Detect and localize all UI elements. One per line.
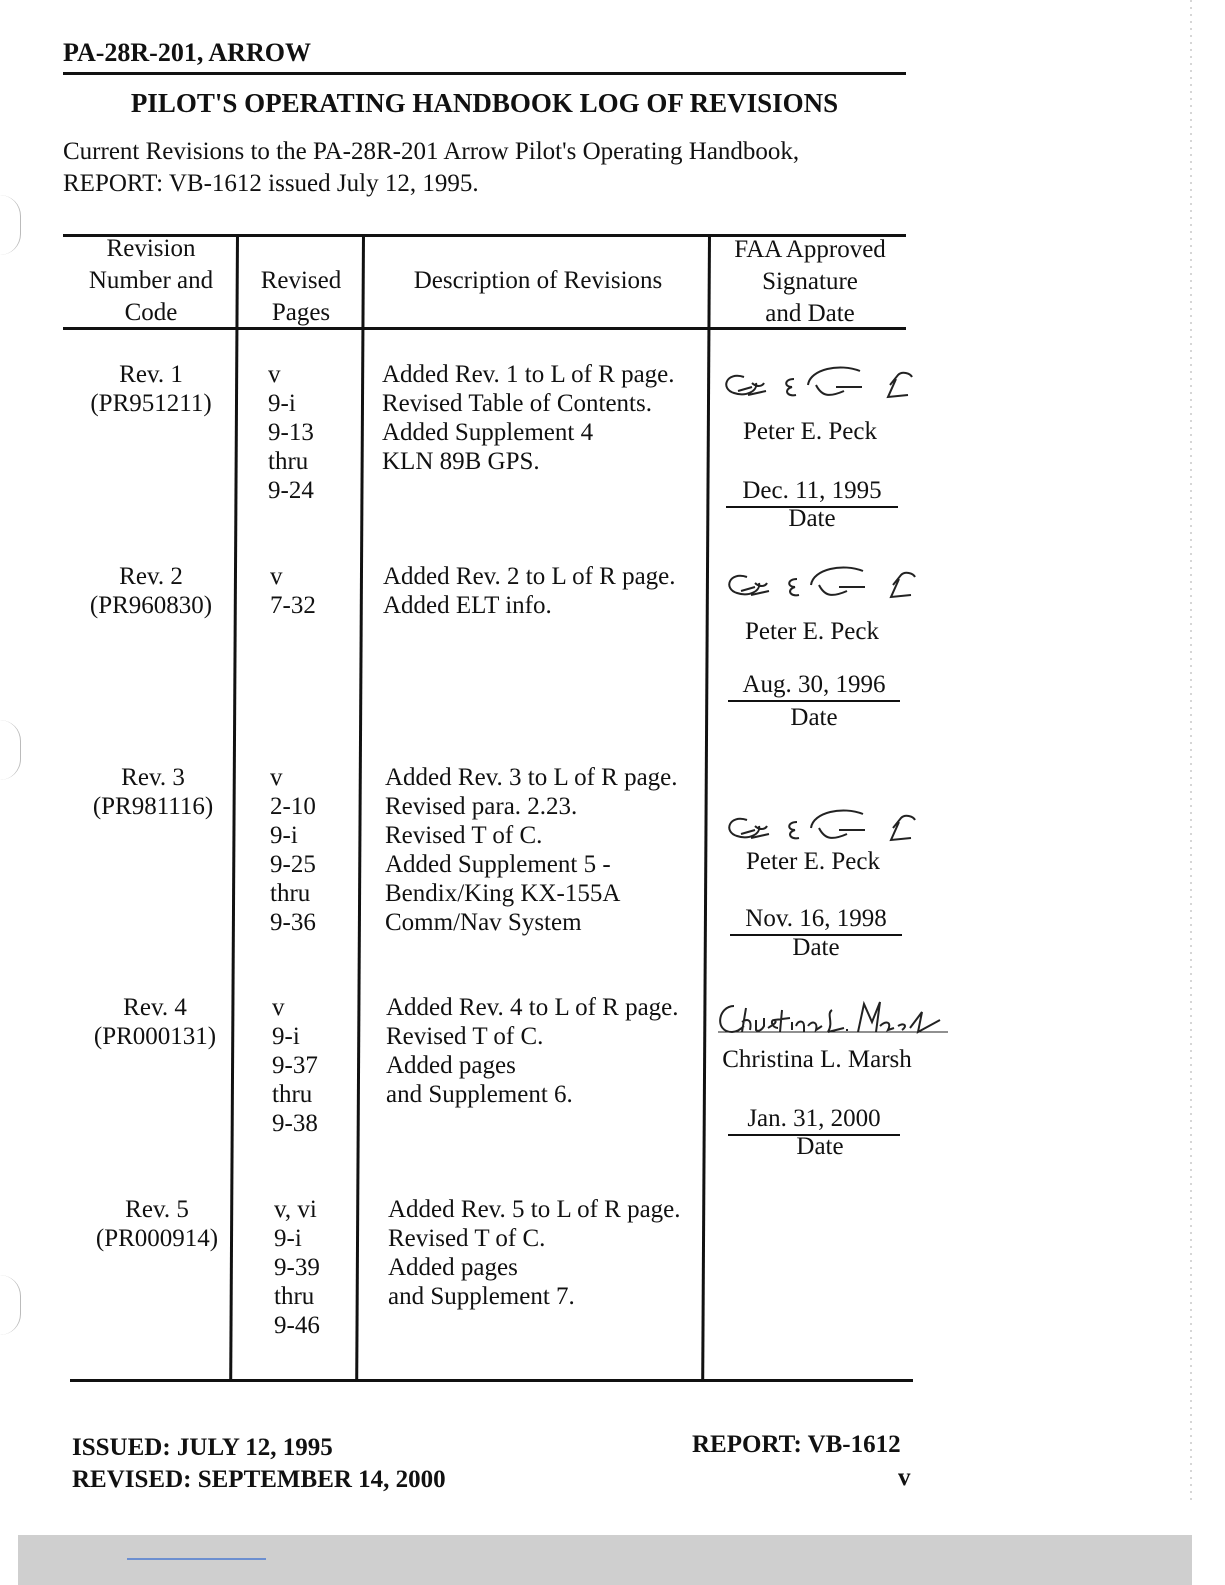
approval-date: Nov. 16, 1998 [730, 904, 902, 936]
revision-number-cell: Rev. 5 (PR000914) [95, 1196, 219, 1252]
description-cell: Added Rev. 2 to L of R page. Added ELT info. [383, 563, 676, 619]
signer-name: Christina L. Marsh [722, 1046, 912, 1073]
revised-pages-cell: v 9-i 9-37 thru 9-38 [272, 994, 318, 1137]
intro-line: REPORT: VB-1612 issued July 12, 1995. [63, 170, 479, 197]
approval-date: Jan. 31, 2000 [728, 1104, 900, 1136]
date-caption: Date [792, 934, 840, 961]
date-caption: Date [788, 505, 836, 532]
intro-line: Current Revisions to the PA-28R-201 Arrow Pilot's Operating Handbook, [63, 138, 800, 165]
signature-image [712, 357, 922, 415]
viewer-bottom-bar [18, 1535, 1192, 1585]
header-description: Description of Revisions [413, 267, 663, 294]
signature-image [715, 557, 925, 615]
header-revision-number: Revision Number and Code [88, 235, 214, 326]
signature-image [715, 800, 925, 852]
date-caption: Date [796, 1133, 844, 1160]
revised-pages-cell: v 2-10 9-i 9-25 thru 9-36 [270, 764, 316, 936]
revision-number-cell: Rev. 2 (PR960830) [89, 563, 213, 619]
header-model: PA-28R-201, ARROW [63, 38, 311, 67]
signer-name: Peter E. Peck [743, 418, 877, 445]
viewer-link-underline[interactable] [127, 1558, 266, 1560]
table-bottom-rule [70, 1379, 913, 1382]
scan-edge [1190, 0, 1192, 1500]
date-caption: Date [790, 704, 838, 731]
revised-pages-cell: v 7-32 [270, 563, 316, 619]
footer-report: REPORT: VB-1612 [692, 1431, 901, 1458]
header-faa-approval: FAA Approved Signature and Date [734, 236, 886, 327]
footer-page-number: v [898, 1464, 911, 1491]
header-rule [63, 72, 906, 75]
revision-number-cell: Rev. 4 (PR000131) [93, 994, 217, 1050]
column-divider [701, 234, 710, 1381]
intro-text [63, 136, 913, 200]
header-revised-pages: Revised Pages [260, 267, 342, 326]
footer-issued: ISSUED: JULY 12, 1995 [72, 1434, 333, 1461]
revision-number-cell: Rev. 3 (PR981116) [92, 764, 214, 820]
signer-name: Peter E. Peck [745, 618, 879, 645]
revised-pages-cell: v, vi 9-i 9-39 thru 9-46 [274, 1196, 320, 1339]
description-cell: Added Rev. 4 to L of R page. Revised T of C. Added pages and Supplement 6. [386, 994, 679, 1108]
revision-number-cell: Rev. 1 (PR951211) [90, 361, 212, 417]
binder-hole-mark [0, 1275, 21, 1335]
description-cell: Added Rev. 5 to L of R page. Revised T of C. Added pages and Supplement 7. [388, 1196, 681, 1310]
page-title: PILOT'S OPERATING HANDBOOK LOG OF REVISIONS [130, 88, 839, 118]
revised-pages-cell: v 9-i 9-13 thru 9-24 [268, 361, 314, 504]
column-divider [355, 234, 364, 1381]
approval-date: Dec. 11, 1995 [726, 476, 898, 508]
approval-date: Aug. 30, 1996 [728, 670, 900, 702]
signer-name: Peter E. Peck [746, 848, 880, 875]
signature-image [712, 992, 952, 1044]
description-cell: Added Rev. 1 to L of R page. Revised Table of Contents. Added Supplement 4 KLN 89B GPS. [382, 361, 675, 475]
binder-hole-mark [0, 195, 21, 255]
footer-revised: REVISED: SEPTEMBER 14, 2000 [72, 1466, 446, 1493]
description-cell: Added Rev. 3 to L of R page. Revised para. 2.23. Revised T of C. Added Supplement 5 - Bendix/King KX-155A Comm/Nav System [385, 764, 678, 936]
binder-hole-mark [0, 720, 21, 780]
